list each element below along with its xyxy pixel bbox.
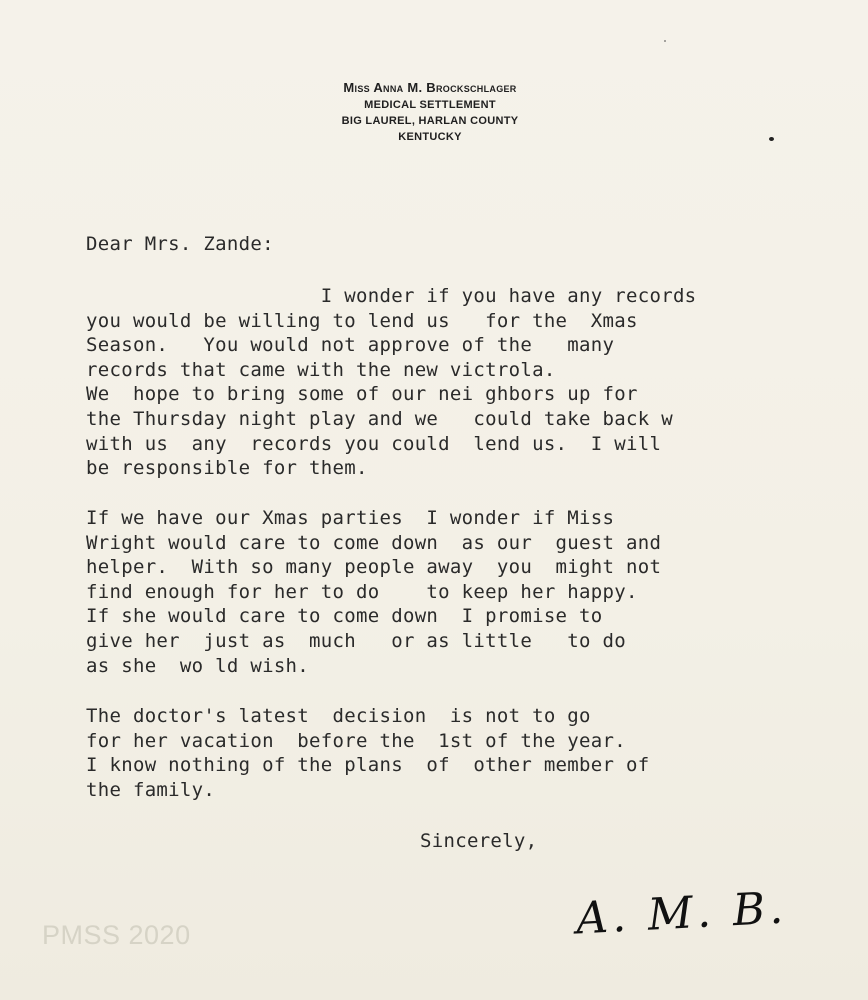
- letterhead-name: Miss Anna M. Brockschlager: [343, 80, 517, 95]
- handwritten-signature: A. M. B.: [574, 882, 789, 945]
- watermark: PMSS 2020: [42, 920, 191, 950]
- paragraph-2: If we have our Xmas parties I wonder if Miss Wright would care to come down as our guest and helper. With so many people away you might not find enough for her to do to keep her happy. If she would care to come down I promise to give her just as much or as little to do as she wo ld wish.: [86, 507, 662, 677]
- letterhead: [300, 80, 560, 145]
- ink-speck: [769, 137, 774, 141]
- letterhead-line-3: KENTUCKY: [398, 131, 462, 143]
- salutation: Dear Mrs. Zande:: [86, 233, 274, 255]
- letterhead-line-1: MEDICAL SETTLEMENT: [364, 99, 496, 111]
- ink-speck: [664, 40, 666, 42]
- closing: Sincerely,: [420, 830, 538, 852]
- paragraph-3: The doctor's latest decision is not to go for her vacation before the 1st of the year. I know nothing of the plans of other member of the family.: [86, 705, 650, 801]
- paragraph-1: I wonder if you have any records you would be willing to lend us for the Xmas Season. You would not approve of the many records that came with the new victrola. We hope to bring some of our nei ghbors up for the Thursday night play and we could take back w with us any records you could lend us. I will be responsible for them.: [86, 285, 697, 480]
- letterhead-line-2: BIG LAUREL, HARLAN COUNTY: [341, 115, 519, 127]
